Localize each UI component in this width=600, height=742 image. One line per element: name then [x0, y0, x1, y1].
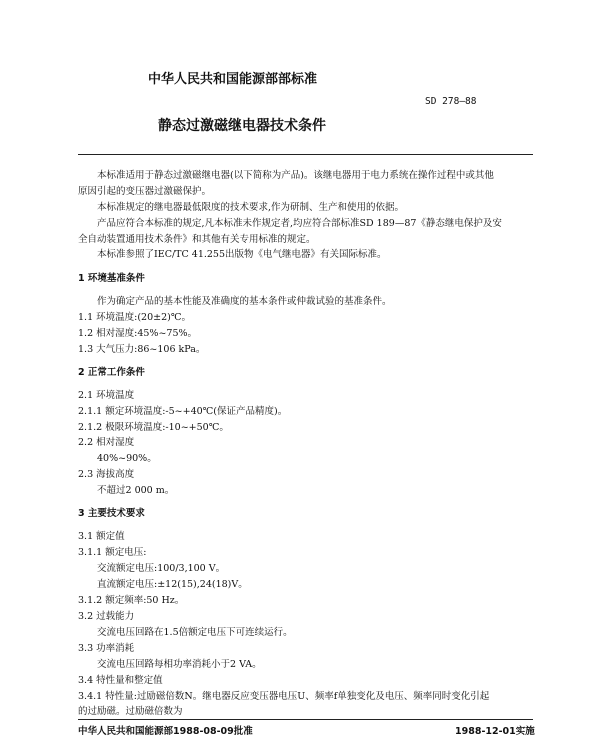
footer-rule — [78, 719, 533, 720]
section-2-line: 不超过2 000 m。 — [97, 485, 175, 496]
intro-line: 产品应符合本标准的规定,凡本标准未作规定者,均应符合部标准SD 189—87《静态继电保护及安 — [97, 218, 502, 229]
section-3-line: 3.2 过载能力 — [78, 611, 135, 622]
section-1-title: 1 环境基准条件 — [78, 273, 145, 284]
footer-effective: 1988-12-01实施 — [455, 726, 535, 737]
section-1-item: 1.2 相对湿度:45%~75%。 — [78, 328, 198, 339]
section-2-line: 2.1 环境温度 — [78, 390, 135, 401]
section-3-line: 3.4.1 特性量:过励磁倍数N。继电器反应变压器电压U、频率f单独变化及电压、频率同时变化引起 — [78, 691, 490, 702]
section-2-title: 2 正常工作条件 — [78, 367, 145, 378]
intro-line: 本标准规定的继电器最低限度的技术要求,作为研制、生产和使用的依据。 — [97, 202, 405, 213]
section-3-line: 3.1.1 额定电压: — [78, 547, 147, 558]
section-3-line: 的过励磁。过励磁倍数为 — [78, 706, 183, 717]
section-1-lead: 作为确定产品的基本性能及准确度的基本条件或仲裁试验的基准条件。 — [97, 296, 392, 307]
section-2-line: 2.3 海拔高度 — [78, 469, 135, 480]
section-1-item: 1.1 环境温度:(20±2)℃。 — [78, 312, 191, 323]
intro-line: 原因引起的变压器过激磁保护。 — [78, 186, 212, 197]
section-3-line: 3.1 额定值 — [78, 531, 125, 542]
section-3-line: 3.1.2 额定频率:50 Hz。 — [78, 595, 185, 606]
footer-approval: 中华人民共和国能源部1988-08-09批准 — [78, 726, 253, 737]
header-rule — [78, 154, 533, 155]
doc-title: 静态过激磁继电器技术条件 — [158, 118, 326, 134]
section-3-line: 3.3 功率消耗 — [78, 643, 135, 654]
intro-line: 本标准参照了IEC/TC 41.255出版物《电气继电器》有关国际标准。 — [97, 249, 387, 260]
section-1-item: 1.3 大气压力:86~106 kPa。 — [78, 344, 206, 355]
section-3-line: 交流电压回路在1.5倍额定电压下可连续运行。 — [97, 627, 293, 638]
section-3-line: 交流额定电压:100/3,100 V。 — [97, 563, 226, 574]
section-3-line: 3.4 特性量和整定值 — [78, 675, 163, 686]
doc-code: SD 278—88 — [425, 96, 477, 107]
section-3-line: 直流额定电压:±12(15),24(18)V。 — [97, 579, 248, 590]
org-title: 中华人民共和国能源部部标准 — [148, 72, 318, 87]
section-3-line: 交流电压回路每相功率消耗小于2 VA。 — [97, 659, 262, 670]
section-2-line: 2.2 相对湿度 — [78, 437, 135, 448]
section-3-title: 3 主要技术要求 — [78, 508, 145, 519]
section-2-line: 40%~90%。 — [97, 453, 157, 464]
intro-line: 全自动装置通用技术条件》和其他有关专用标准的规定。 — [78, 234, 316, 245]
section-2-line: 2.1.1 额定环境温度:-5~+40℃(保证产品精度)。 — [78, 406, 288, 417]
intro-line: 本标准适用于静态过激磁继电器(以下简称为产品)。该继电器用于电力系统在操作过程中或其他 — [97, 170, 494, 181]
section-2-line: 2.1.2 极限环境温度:-10~+50℃。 — [78, 422, 229, 433]
